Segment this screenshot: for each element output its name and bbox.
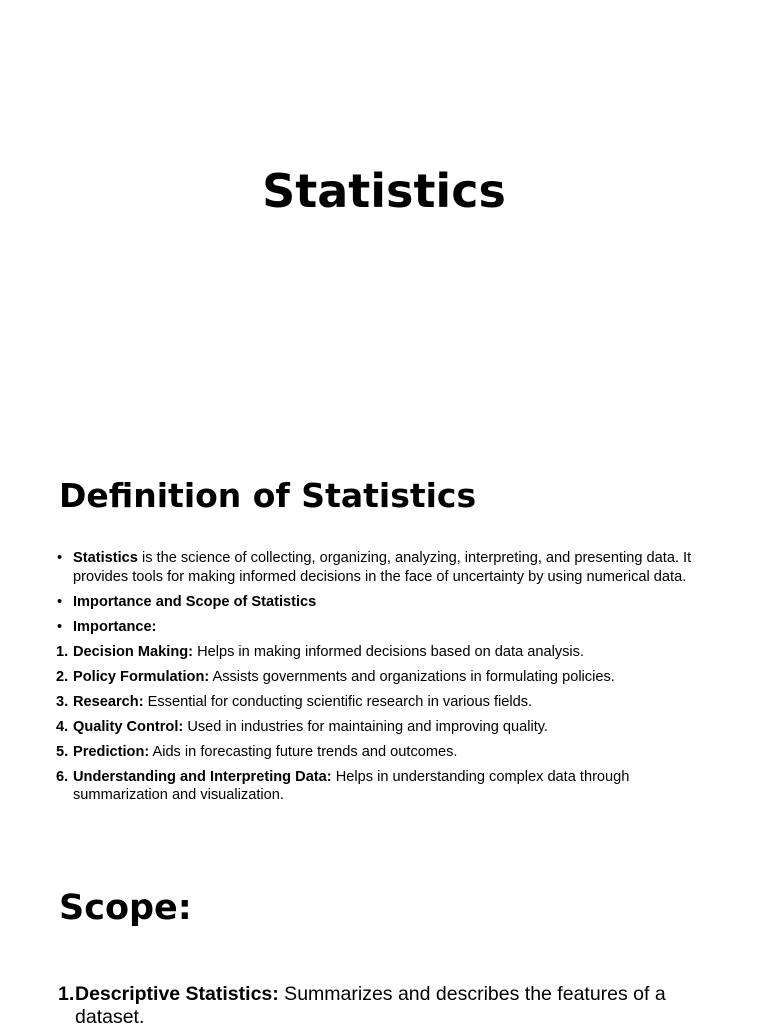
item-bold-term: Quality Control: (73, 718, 184, 735)
number-marker: 5. (56, 743, 69, 760)
item-bold-term: Decision Making: (73, 643, 194, 660)
item-body: Assists governments and organizations in formulating policies. (209, 668, 615, 685)
item-text (73, 643, 706, 662)
numbered-item (56, 718, 706, 737)
numbered-item (56, 693, 706, 712)
number-marker: 1. (58, 983, 75, 1005)
bullet-marker: • (57, 618, 63, 635)
item-bold-term: Research: (73, 693, 144, 710)
bullet-bold-term: Statistics (73, 550, 138, 566)
item-bold-term: Prediction: (73, 743, 150, 760)
numbered-item (56, 668, 706, 687)
item-bold-term: Descriptive Statistics: (75, 983, 279, 1005)
scope-list (58, 983, 698, 1024)
bullet-bold-term: Importance: (73, 618, 157, 635)
definition-content (56, 549, 706, 811)
item-body: Used in industries for maintaining and improving quality. (183, 718, 549, 735)
item-text (73, 718, 706, 737)
item-text (75, 983, 698, 1024)
item-bold-term: Understanding and Interpreting Data: (73, 768, 332, 785)
bullet-text (73, 618, 706, 637)
number-marker: 3. (56, 693, 69, 710)
item-text (73, 693, 706, 712)
bullet-text (73, 549, 706, 586)
bullet-marker: • (57, 593, 63, 610)
scope-heading: Scope: (59, 888, 192, 928)
numbered-item (56, 768, 706, 805)
bullet-item (56, 618, 706, 637)
bullet-marker: • (57, 550, 63, 566)
item-bold-term: Policy Formulation: (73, 668, 210, 685)
item-body: Helps in making informed decisions based on data analysis. (193, 643, 585, 660)
document-title: Statistics (262, 164, 506, 218)
bullet-body: is the science of collecting, organizing, analyzing, interpreting, and presenting data. It provides tools for making informed decisions in the face of uncertainty by using numerical data. (73, 550, 692, 585)
number-marker: 4. (56, 718, 69, 735)
item-text (73, 768, 706, 805)
bullet-text (73, 593, 706, 612)
item-body: Helps in understanding complex data through summarization and visualization. (73, 768, 630, 803)
item-text (73, 668, 706, 687)
numbered-item (56, 643, 706, 662)
bullet-item (56, 549, 706, 586)
item-body: Summarizes and describes the features of a dataset. (75, 983, 666, 1024)
numbered-item (56, 743, 706, 762)
item-body: Essential for conducting scientific research in various fields. (143, 693, 533, 710)
number-marker: 1. (56, 643, 69, 660)
number-marker: 6. (56, 768, 69, 785)
item-text (73, 743, 706, 762)
definition-heading: Definition of Statistics (59, 476, 477, 515)
number-marker: 2. (56, 668, 69, 685)
scope-item (58, 983, 698, 1024)
bullet-bold-term: Importance and Scope of Statistics (73, 593, 317, 610)
bullet-item (56, 593, 706, 612)
item-body: Aids in forecasting future trends and outcomes. (149, 743, 458, 760)
